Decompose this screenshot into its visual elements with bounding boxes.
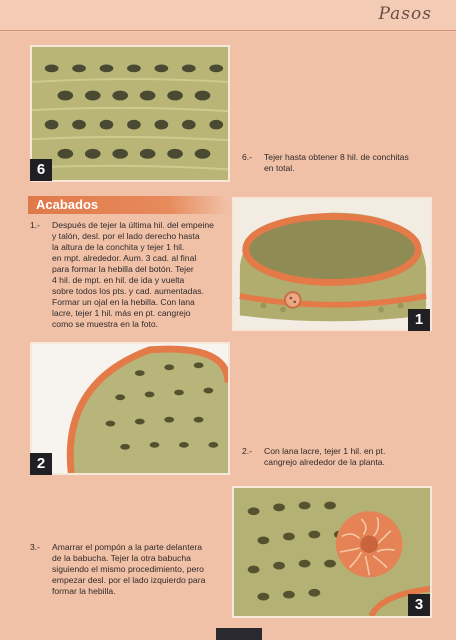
step-3-line: formar la hebilla.: [52, 586, 116, 596]
step-6-line: en total.: [264, 163, 295, 173]
step-1-line: lacre, tejer 1 hil. más en pt. cangrejo: [52, 308, 191, 318]
step-1-line: como se muestra en la foto.: [52, 319, 159, 329]
photo-step-1: [232, 197, 432, 331]
step-6-text: [242, 152, 442, 176]
slipper-buckle-photo: [234, 199, 430, 329]
step-1-line: la altura de la conchita y tejer 1 hil.: [52, 242, 185, 252]
step-1-line: Después de tejer la última hil. del empeine: [52, 220, 214, 230]
step-3-line: de la babucha. Tejer la otra babucha: [52, 553, 191, 563]
step-1-number: 1.-: [30, 220, 41, 230]
photo-badge-6: 6: [30, 159, 52, 181]
photo-step-2: [30, 342, 230, 475]
step-3-text: [30, 542, 230, 602]
step-1-line: y talón, desl. por el lado derecho hasta: [52, 231, 200, 241]
step-2-line: cangrejo alrededor de la planta.: [264, 457, 385, 467]
step-3-line: Amarrar el pompón a la parte delantera: [52, 542, 202, 552]
slipper-sole-photo: [32, 344, 228, 473]
section-title: Acabados: [36, 197, 99, 212]
photo-badge-1: 1: [408, 309, 430, 331]
step-3-number: 3.-: [30, 542, 41, 552]
step-3-line: siguiendo el mismo procedimiento, pero: [52, 564, 204, 574]
crochet-stitch-closeup: [32, 47, 228, 180]
photo-step-6: [30, 45, 230, 182]
step-1-line: sobre todos los pts. y cad. aumentadas.: [52, 286, 204, 296]
step-1-text: [30, 220, 230, 332]
step-6-number: 6.-: [242, 152, 253, 162]
header-rule: [0, 30, 456, 31]
step-1-line: 4 hil. de mpt. en hil. de ida y vuelta: [52, 275, 185, 285]
step-1-line: para formar la hebilla del botón. Tejer: [52, 264, 194, 274]
page-bottom-tab: [216, 628, 262, 640]
photo-badge-3: 3: [408, 594, 430, 616]
step-2-text: [242, 446, 442, 470]
step-6-line: Tejer hasta obtener 8 hil. de conchitas: [264, 152, 409, 162]
step-2-line: Con lana lacre, tejer 1 hil. en pt.: [264, 446, 386, 456]
step-2-number: 2.-: [242, 446, 253, 456]
photo-badge-2: 2: [30, 453, 52, 475]
section-heading: [28, 196, 228, 214]
photo-step-3: [232, 486, 432, 618]
step-3-line: empezar desl. por el lado izquierdo para: [52, 575, 206, 585]
step-1-line: Formar un ojal en la hebilla. Con lana: [52, 297, 195, 307]
step-1-line: en mpt. alrededor. Aum. 3 cad. al final: [52, 253, 197, 263]
slipper-pompom-photo: [234, 488, 430, 616]
page-title: Pasos: [378, 4, 432, 24]
